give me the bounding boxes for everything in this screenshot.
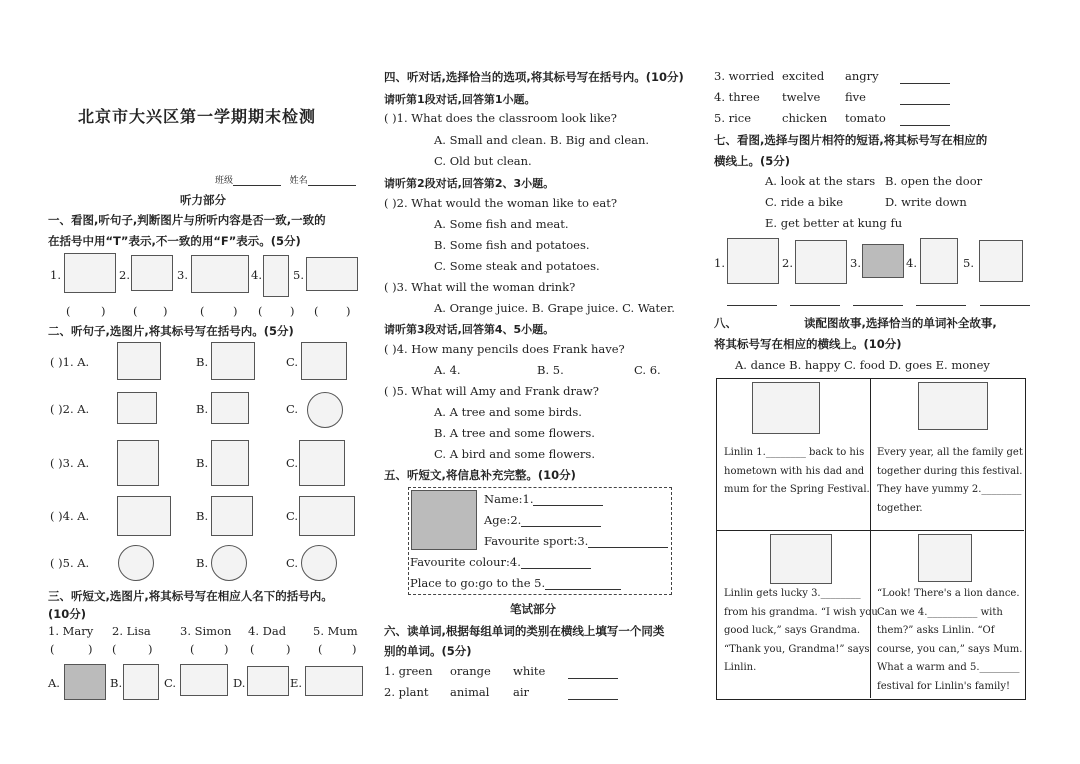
paren-open: ( [250,642,255,656]
s3-name: 1. Mary [48,624,94,638]
building-picture [306,257,358,291]
cooking-picture [123,664,159,700]
story-grid-hline [716,530,1024,531]
school-picture [211,342,255,380]
paren-close: ) [286,642,291,656]
s7-num: 5. [963,256,974,270]
s4-q1-option-c: C. Old but clean. [434,154,532,168]
s7-heading: 七、看图,选择与图片相符的短语,将其标号写在相应的 [714,133,988,147]
paren-open: ( [200,304,205,318]
s8-heading-number: 八、 [714,316,737,330]
s3-letter: D. [233,676,246,690]
s1-num: 2. [119,268,130,282]
s7-option-d: D. write down [885,195,967,209]
s2-option-c: C. [286,355,299,369]
s7-option-e: E. get better at kung fu [765,216,903,230]
paren-open: ( [190,642,195,656]
family-dinner-picture [918,382,988,430]
s1-num: 5. [293,268,304,282]
s7-answer-line[interactable] [727,293,777,306]
s1-num: 3. [177,268,188,282]
s2-question: ( )4. A. [50,509,90,523]
s4-q2-option-a: A. Some fish and meat. [434,217,569,231]
s5-place-field[interactable] [410,576,621,590]
s5-colour-label: Favourite colour:4. [410,555,521,569]
story-line: Linlin 1.________ back to his [724,447,865,458]
s1-num: 4. [251,268,262,282]
s2-question: ( )2. A. [50,402,90,416]
stars-picture [862,244,904,278]
s8-heading: 读配图故事,选择恰当的单词补全故事, [804,316,997,330]
swimming-picture [64,664,106,700]
s6-heading: 六、读单词,根据每组单词的类别在横线上填写一个同类 [384,624,665,638]
s7-heading2: 横线上。(5分) [714,154,791,168]
s7-answer-line[interactable] [916,293,966,306]
s5-age-label: Age:2. [484,513,522,527]
s6-word: angry [845,69,879,83]
s3-heading: 三、听短文,选图片,将其标号写在相应人名下的括号内。 [48,589,333,603]
page-title: 北京市大兴区第一学期期末检测 [78,107,317,126]
story-panel-2 [877,444,1023,518]
sleeping-picture [131,255,173,291]
paren-close: ) [346,304,351,318]
s6-answer-line[interactable] [568,666,618,679]
student-photo [411,490,477,550]
story-line: Can we 4.__________ with [877,606,1003,618]
s6-word: five [845,90,866,104]
story-line: mum for the Spring Festival. [724,484,870,495]
s2-option-b: B. [196,355,209,369]
story-line: good luck,” says Grandma. [724,625,861,636]
class-field[interactable] [215,173,356,186]
football-picture [211,440,249,486]
s6-word: animal [450,685,490,699]
s7-num: 2. [782,256,793,270]
child-picture [263,255,289,297]
s3-letter: C. [164,676,177,690]
door-picture [795,240,847,284]
s3-letter: B. [110,676,123,690]
s4-q5-option-a: A. A tree and some birds. [434,405,582,419]
story-panel-3 [724,585,878,678]
sun-picture [307,392,343,428]
s4-dialog-1: 请听第1段对话,回答第1小题。 [384,93,536,106]
s2-heading: 二、听句子,选图片,将其标号写在括号内。(5分) [48,324,294,338]
s4-question-2: ( )2. What would the woman like to eat? [384,196,617,210]
story-line: Every year, all the family get [877,447,1023,458]
s2-option-b: B. [196,509,209,523]
rain-cloud-picture [211,392,249,424]
story-line: “Look! There's a lion dance. [877,588,1020,599]
s1-heading: 一、看图,听句子,判断图片与所听内容是否一致,一致的 [48,213,326,227]
s5-name-field[interactable] [484,492,603,506]
paren-open: ( [318,642,323,656]
s2-option-c: C. [286,456,299,470]
s5-sport-field[interactable] [484,534,668,548]
story-line: together. [877,502,923,514]
story-line: They have yummy 2.________ [877,484,1022,495]
writing-picture [727,238,779,284]
s8-heading2: 将其标号写在相应的横线上。(10分) [714,337,902,351]
s7-num: 1. [714,256,725,270]
s5-sport-label: Favourite sport:3. [484,534,589,548]
s3-name: 5. Mum [313,624,358,638]
s2-option-b: B. [196,556,209,570]
paren-close: ) [148,642,153,656]
story-line: festival for Linlin's family! [877,680,1011,692]
paren-open: ( [66,304,71,318]
story-line: course, you can,” says Mum. [877,643,1023,655]
bushes-picture [247,666,289,696]
s4-question-4: ( )4. How many pencils does Frank have? [384,342,625,356]
story-line: together during this festival. [877,465,1023,477]
kids-playing-picture [180,664,228,696]
s4-q2-option-b: B. Some fish and potatoes. [434,238,590,252]
s7-num: 3. [850,256,861,270]
s4-q3-options: A. Orange juice. B. Grape juice. C. Water. [434,301,675,315]
s4-q4-option-c: C. 6. [634,363,661,377]
s4-heading: 四、听对话,选择恰当的选项,将其标号写在括号内。(10分) [384,70,684,84]
s6-answer-line[interactable] [900,113,950,126]
s6-word: 4. three [714,90,760,104]
s5-heading: 五、听短文,将信息补充完整。(10分) [384,468,576,482]
s5-name-label: Name:1. [484,492,534,506]
s1-num: 1. [50,268,61,282]
lion-dance-picture [918,534,972,582]
s7-num: 4. [906,256,917,270]
paren-open: ( [133,304,138,318]
story-panel-4 [877,585,1022,696]
s8-options: A. dance B. happy C. food D. goes E. money [735,358,990,372]
s4-dialog-3: 请听第3段对话,回答第4、5小题。 [384,323,555,336]
s4-question-1: ( )1. What does the classroom look like? [384,111,617,125]
reading-picture [117,440,159,486]
s6-word: excited [782,69,825,83]
carrying-box-picture [211,496,253,536]
s4-q2-option-c: C. Some steak and potatoes. [434,259,600,273]
s3-letter: E. [290,676,303,690]
s2-option-b: B. [196,402,209,416]
s6-word: 5. rice [714,111,752,125]
temple-picture [301,342,347,380]
storm-picture [117,392,157,424]
paren-close: ) [163,304,168,318]
s3-letter: A. [48,676,60,690]
story-line: Linlin. [724,662,757,673]
s2-question: ( )5. A. [50,556,90,570]
name-label: 姓名 [289,176,308,186]
happy-face-picture [301,545,337,581]
animals-picture [305,666,363,696]
s2-option-b: B. [196,456,209,470]
story-line: What a warm and 5.________ [877,662,1020,673]
story-line: them?” asks Linlin. “Of [877,625,995,636]
class-label: 班级 [215,176,234,186]
s6-answer-line[interactable] [568,687,618,700]
s6-word: white [513,664,546,678]
boy-thinking-picture [64,253,116,293]
s5-place-label: Place to go:go to the 5. [410,576,546,590]
s6-word: orange [450,664,491,678]
s4-q5-option-c: C. A bird and some flowers. [434,447,595,461]
s4-question-3: ( )3. What will the woman drink? [384,280,576,294]
s6-word: 1. green [384,664,433,678]
s5-colour-field[interactable] [410,555,591,569]
paren-open: ( [112,642,117,656]
s7-option-c: C. ride a bike [765,195,844,209]
s6-word: twelve [782,90,821,104]
story-line: Linlin gets lucky 3.________ [724,588,861,599]
s4-dialog-2: 请听第2段对话,回答第2、3小题。 [384,177,555,190]
s7-answer-line[interactable] [980,293,1030,306]
s6-word: air [513,685,530,699]
story-line: “Thank you, Grandma!” says [724,643,870,655]
s7-option-b: B. open the door [885,174,983,188]
paren-open: ( [258,304,263,318]
s6-answer-line[interactable] [900,71,950,84]
paren-close: ) [101,304,106,318]
paren-close: ) [233,304,238,318]
classroom-picture [117,496,171,536]
s3-name: 4. Dad [248,624,287,638]
class-picture [299,496,355,536]
s3-name: 3. Simon [180,624,232,638]
s6-word: 2. plant [384,685,429,699]
paren-close: ) [88,642,93,656]
s6-word: tomato [845,111,886,125]
written-title: 笔试部分 [510,602,556,616]
s5-age-field[interactable] [484,513,601,527]
listening-title: 听力部分 [180,193,226,207]
s4-q4-option-b: B. 5. [537,363,564,377]
story-line: hometown with his dad and [724,465,865,477]
s4-q5-option-b: B. A tree and some flowers. [434,426,595,440]
s2-question: ( )3. A. [50,456,90,470]
paren-close: ) [290,304,295,318]
story-panel-1 [724,444,870,500]
s2-option-c: C. [286,556,299,570]
hospital-picture [117,342,161,380]
s6-heading2: 别的单词。(5分) [384,644,472,658]
s7-answer-line[interactable] [790,293,840,306]
kung-fu-picture [920,238,958,284]
paren-open: ( [314,304,319,318]
grandma-gift-picture [770,534,832,584]
story-line: from his grandma. “I wish you [724,606,878,618]
paren-close: ) [224,642,229,656]
paren-close: ) [352,642,357,656]
bike-picture [979,240,1023,282]
s4-q1-options: A. Small and clean. B. Big and clean. [434,133,650,147]
s2-option-c: C. [286,402,299,416]
drawing-picture [299,440,345,486]
s2-option-c: C. [286,509,299,523]
s6-word: chicken [782,111,828,125]
s6-word: 3. worried [714,69,775,83]
s1-heading2: 在括号中用“T”表示,不一致的用“F”表示。(5分) [48,234,301,248]
s7-option-a: A. look at the stars [765,174,876,188]
s2-question: ( )1. A. [50,355,90,369]
pumpkin-picture [211,545,247,581]
s6-answer-line[interactable] [900,92,950,105]
s3-heading2: (10分) [48,607,87,621]
family-travel-picture [752,382,820,434]
paren-open: ( [50,642,55,656]
s7-answer-line[interactable] [853,293,903,306]
s3-name: 2. Lisa [112,624,151,638]
desk-picture [191,255,249,293]
s4-q4-option-a: A. 4. [434,363,461,377]
s4-question-5: ( )5. What will Amy and Frank draw? [384,384,599,398]
sad-face-picture [118,545,154,581]
